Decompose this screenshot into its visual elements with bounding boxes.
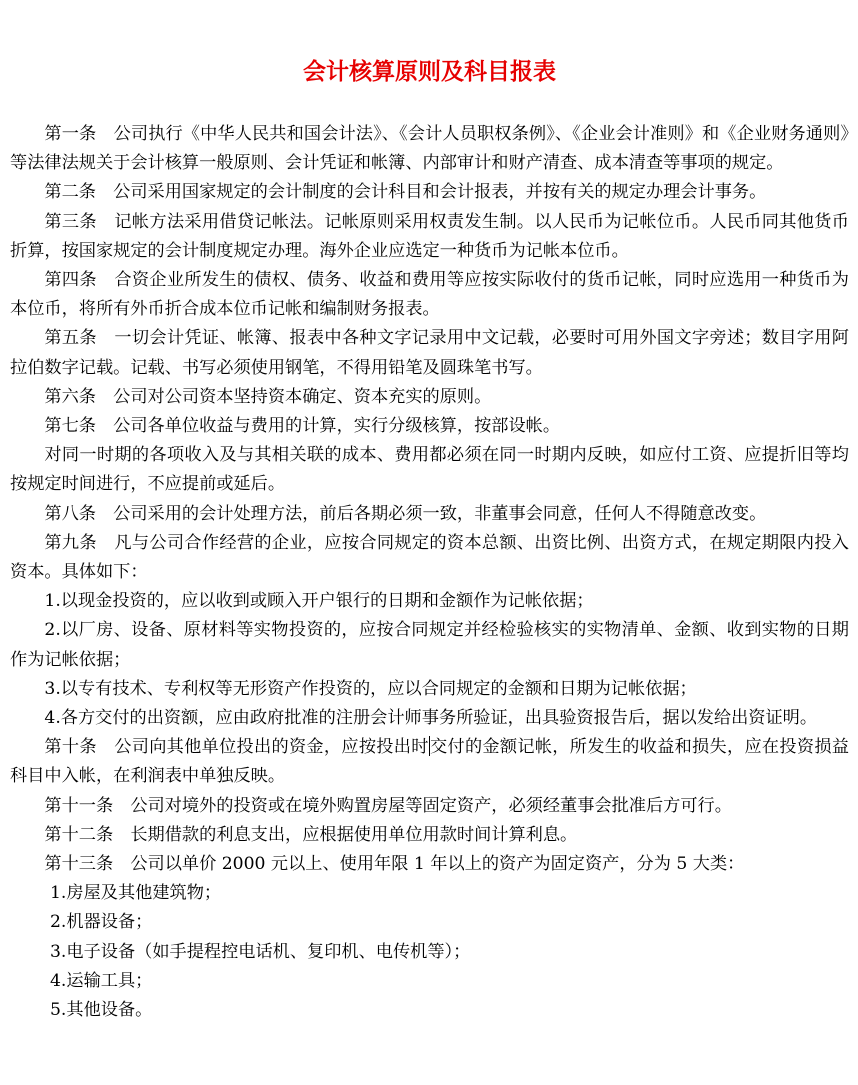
article-7: 第七条 公司各单位收益与费用的计算，实行分级核算，按部设帐。: [44, 416, 561, 437]
article-4: 第四条 合资企业所发生的债权、债务、收益和费用等应按实际收付的货币记帐，同时应选用一种货币为本位币，将所有外币折合成本位币记帐和编制财务报表。: [10, 270, 849, 320]
fixed-asset-category-5: 5.其他设备。: [50, 1000, 153, 1021]
fixed-asset-category-1: 1.房屋及其他建筑物；: [50, 883, 222, 904]
article-8: 第八条 公司采用的会计处理方法，前后各期必须一致，非董事会同意，任何人不得随意改变。: [44, 503, 767, 524]
article-3: 第三条 记帐方法采用借贷记帐法。记帐原则采用权责发生制。以人民币为记帐位币。人民币同其他货币折算，按国家规定的会计制度规定办理。海外企业应选定一种货币为记帐本位币。: [10, 211, 849, 261]
document-body[interactable]: [10, 120, 849, 1025]
article-9: 第九条 凡与公司合作经营的企业，应按合同规定的资本总额、出资比例、出资方式，在规定期限内投入资本。具体如下：: [10, 532, 849, 583]
article-9-item-4: 4.各方交付的出资额，应由政府批准的注册会计师事务所验证，出具验资报告后，据以发给出资证明。: [44, 708, 818, 729]
article-11: 第十一条 公司对境外的投资或在境外购置房屋等固定资产，必须经董事会批准后方可行。: [44, 795, 732, 816]
article-2: 第二条 公司采用国家规定的会计制度的会计科目和会计报表，并按有关的规定办理会计事务。: [44, 182, 767, 203]
article-9-item-3: 3.以专有技术、专利权等无形资产作投资的，应以合同规定的金额和日期为记帐依据；: [44, 678, 697, 699]
article-9-item-2: 2.以厂房、设备、原材料等实物投资的，应按合同规定并经检验核实的实物清单、金额、收到实物的日期作为记帐依据；: [10, 620, 849, 670]
article-1: 第一条 公司执行《中华人民共和国会计法》、《会计人员职权条例》、《企业会计准则》和《企业财务通则》等法律法规关于会计核算一般原则、会计凭证和帐簿、内部审计和财产清查、成本清查等事项的规定。: [10, 124, 849, 174]
article-13: 第十三条 公司以单价 2000 元以上、使用年限 1 年以上的资产为固定资产，分为 5 大类：: [44, 854, 745, 875]
article-6: 第六条 公司对公司资本坚持资本确定、资本充实的原则。: [44, 386, 492, 407]
fixed-asset-category-2: 2.机器设备；: [50, 912, 153, 933]
article-12: 第十二条 长期借款的利息支出，应根据使用单位用款时间计算利息。: [44, 824, 578, 845]
article-10: [10, 733, 849, 791]
article-10-text-after-cursor: 交付的金额记帐，所发生的收益和损失，应在投资损益科目中入帐，在利润表中单独反映。: [10, 737, 849, 787]
fixed-asset-category-4: 4.运输工具；: [50, 970, 153, 991]
article-5: 第五条 一切会计凭证、帐簿、报表中各种文字记录用中文记载，必要时可用外国文字旁述；数目字用阿拉伯数字记载。记载、书写必须使用钢笔，不得用铅笔及圆珠笔书写。: [10, 328, 849, 378]
fixed-asset-category-3: 3.电子设备（如手提程控电话机、复印机、电传机等）；: [50, 941, 471, 962]
document-title: 会计核算原则及科目报表: [303, 59, 556, 85]
article-10-text-before-cursor: 第十条 公司向其他单位投出的资金，应按投出时: [44, 737, 429, 758]
article-9-item-1: 1.以现金投资的，应以收到或顾入开户银行的日期和金额作为记帐依据；: [44, 591, 594, 612]
article-7-continued: 对同一时期的各项收入及与其相关联的成本、费用都必须在同一时期内反映，如应付工资、应提折旧等均按规定时间进行，不应提前或延后。: [10, 445, 849, 495]
